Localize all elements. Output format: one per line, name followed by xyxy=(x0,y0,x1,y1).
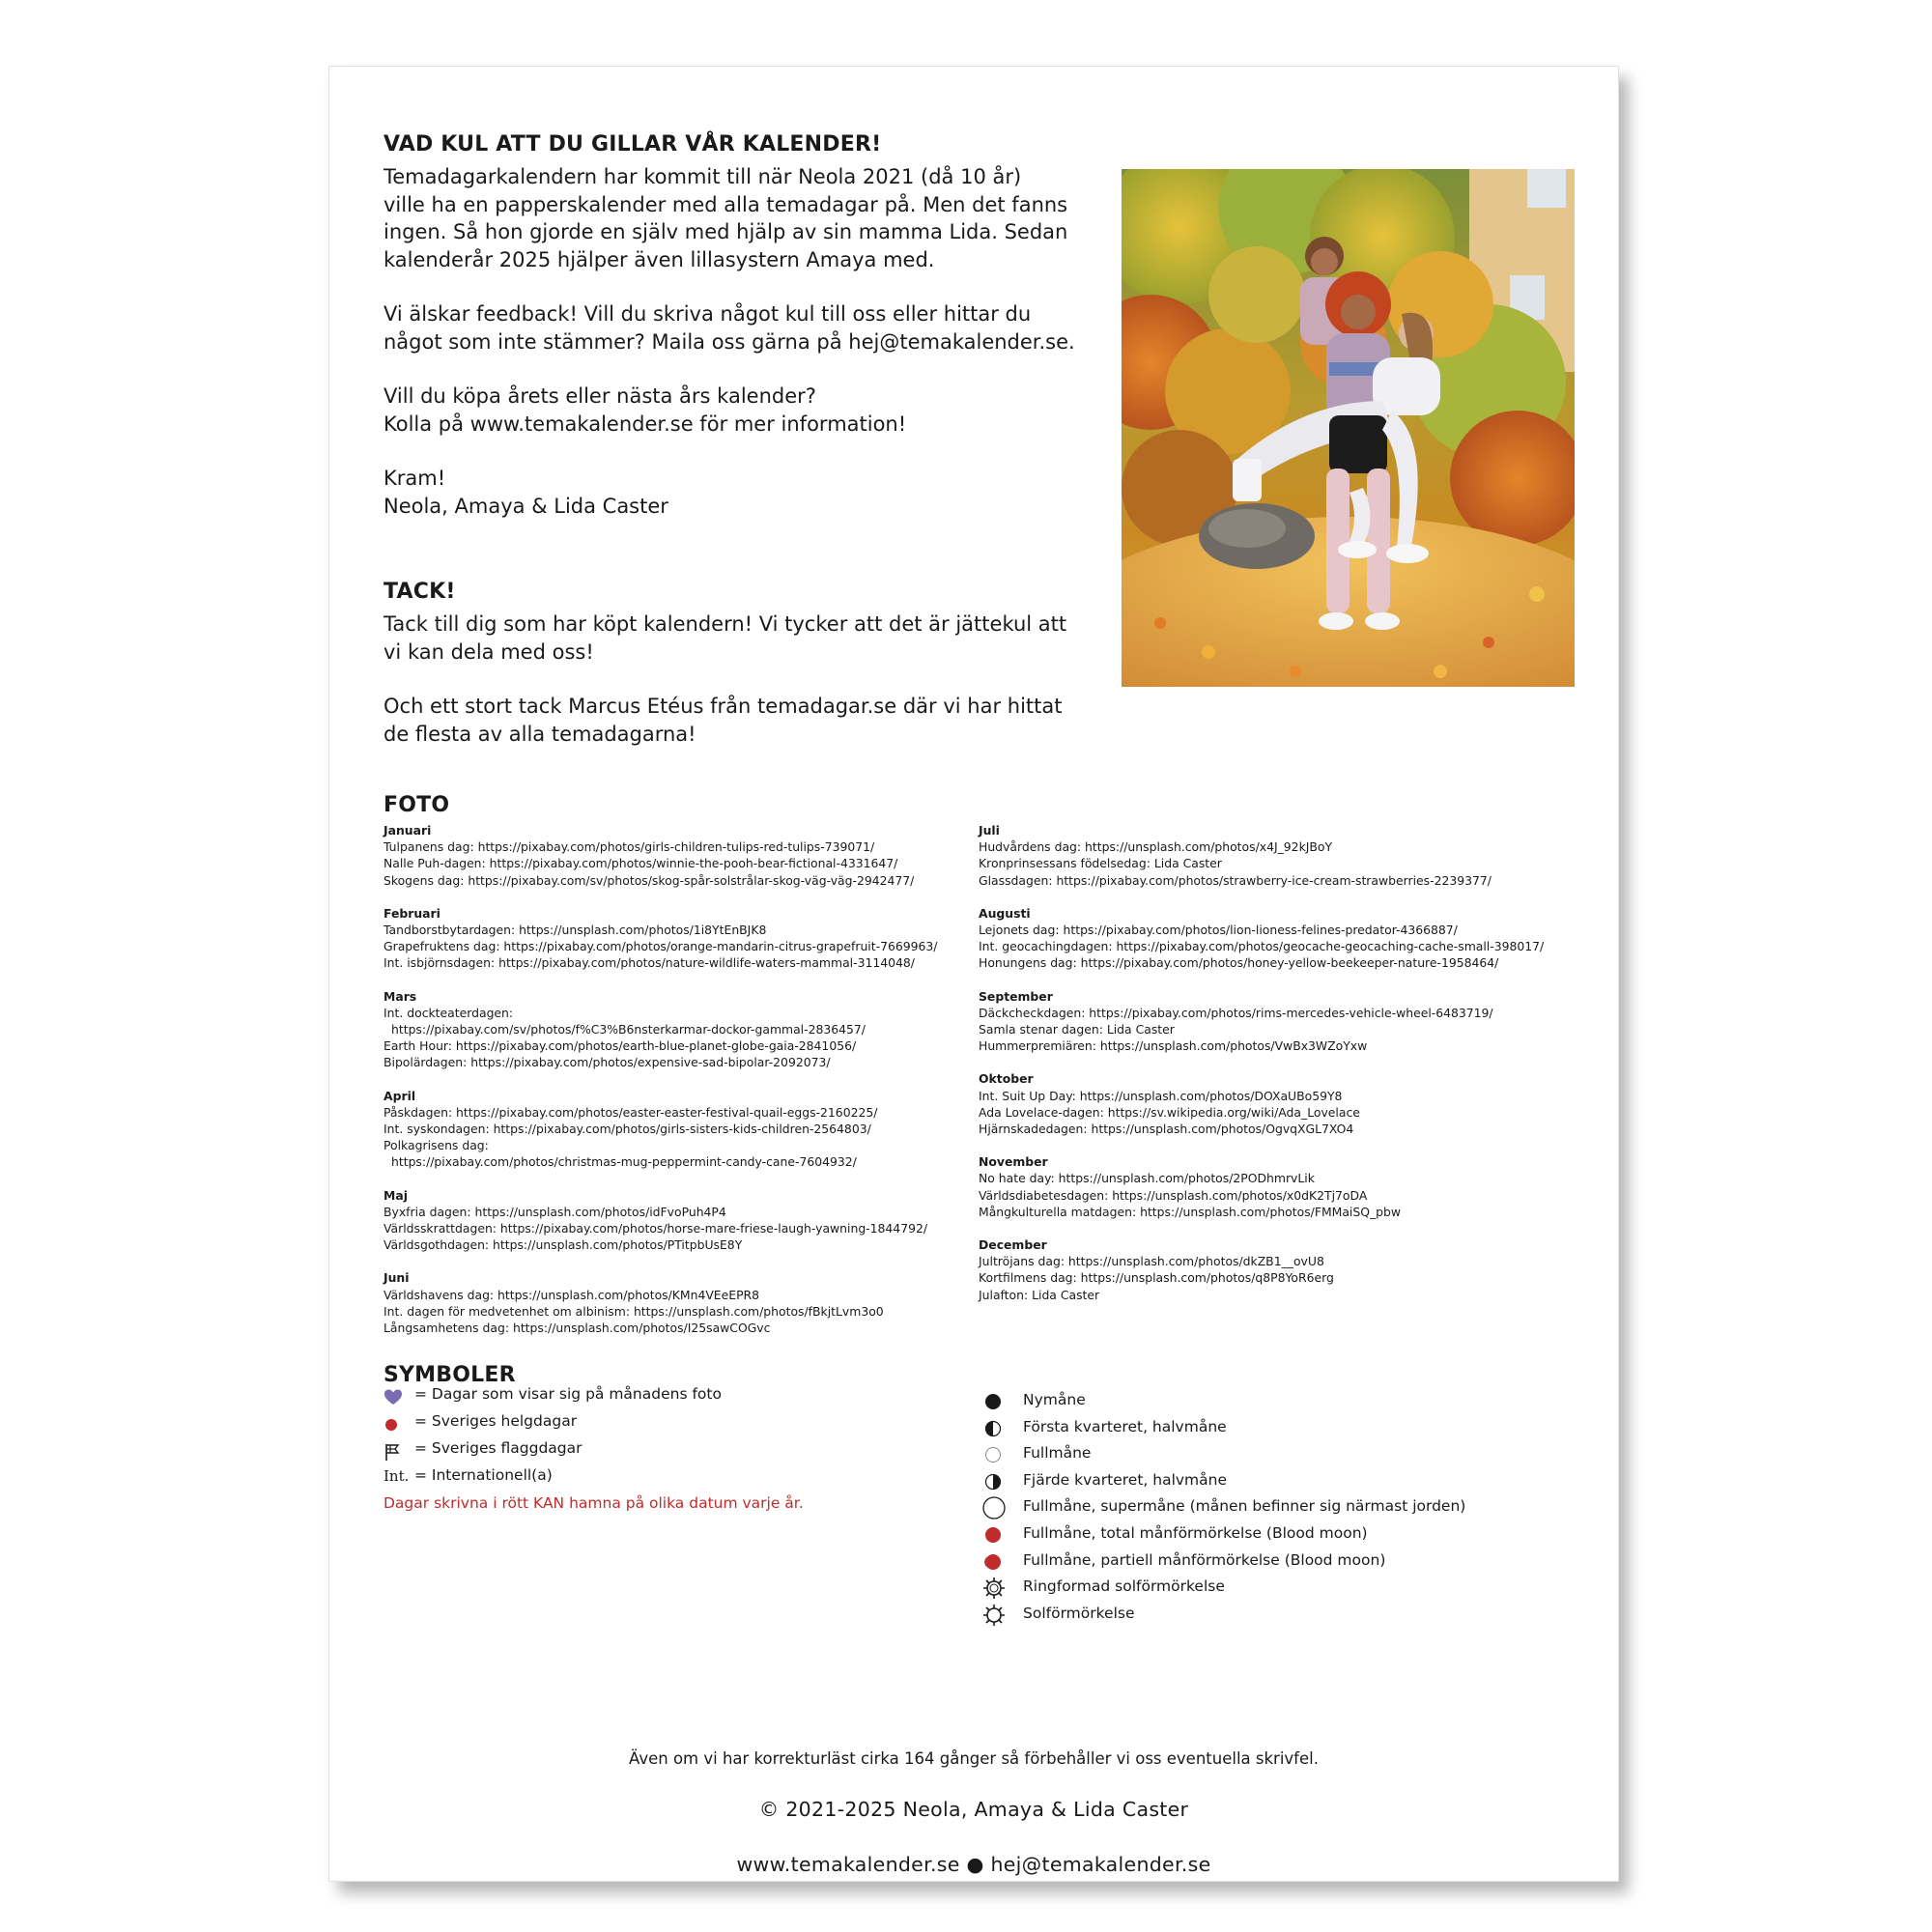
intro-heading: VAD KUL ATT DU GILLAR VÅR KALENDER! xyxy=(384,132,882,156)
credit-line: Mångkulturella matdagen: https://unsplash.com/photos/FMMaiSQ_pbw xyxy=(979,1204,1402,1219)
credit-line: Samla stenar dagen: Lida Caster xyxy=(979,1022,1175,1037)
credit-line: Världsgothdagen: https://unsplash.com/photos/PTitpbUsE8Y xyxy=(384,1237,743,1253)
credit-line: Int. syskondagen: https://pixabay.com/photos/girls-sisters-kids-children-2564803/ xyxy=(384,1122,871,1137)
credit-month-block xyxy=(979,905,1587,972)
credit-month-block xyxy=(384,1088,963,1171)
partial-blood-moon-icon xyxy=(982,1550,1008,1574)
supermoon-icon xyxy=(982,1496,1008,1520)
credit-line: Tulpanens dag: https://pixabay.com/photos/girls-children-tulips-red-tulips-739071/ xyxy=(384,839,875,855)
credit-line: Hjärnskadedagen: https://unsplash.com/photos/OgvqXGL7XO4 xyxy=(979,1122,1354,1137)
credit-line: Hudvårdens dag: https://unsplash.com/photos/x4J_92kJBoY xyxy=(979,839,1333,855)
contact-links[interactable]: www.temakalender.se ● hej@temakalender.se xyxy=(736,1853,1211,1876)
intro-paragraph-2: Vi älskar feedback! Vill du skriva något kul till oss eller hittar du något som inte stämmer? Maila oss gärna på hej@temakalender.se. xyxy=(384,302,1075,354)
credit-month-block xyxy=(384,988,963,1071)
credit-month-name: September xyxy=(979,988,1053,1004)
credit-month-name: November xyxy=(979,1154,1048,1170)
moon-label-last-quarter: Fjärde kvarteret, halvmåne xyxy=(1023,1470,1228,1489)
credit-line: Nalle Puh-dagen: https://pixabay.com/photos/winnie-the-pooh-bear-fictional-4331647/ xyxy=(384,856,898,871)
credit-month-block xyxy=(979,1153,1587,1220)
credit-line: Grapefruktens dag: https://pixabay.com/photos/orange-mandarin-citrus-grapefruit-7669963/ xyxy=(384,939,938,954)
credit-line: Tandborstbytardagen: https://unsplash.com/photos/1i8YtEnBJK8 xyxy=(384,923,767,938)
credit-line: Honungens dag: https://pixabay.com/photos/honey-yellow-beekeeper-nature-1958464/ xyxy=(979,955,1499,971)
thanks-heading: TACK! xyxy=(384,580,456,604)
credit-line: Earth Hour: https://pixabay.com/photos/earth-blue-planet-globe-gaia-2841056/ xyxy=(384,1038,857,1054)
credit-month-name: Februari xyxy=(384,905,440,921)
thanks-paragraph-1: Tack till dig som har köpt kalendern! Vi tycker att det är jättekul att vi kan dela med oss! xyxy=(384,612,1067,664)
moon-label-partial-blood-moon: Fullmåne, partiell månförmörkelse (Blood moon) xyxy=(1023,1550,1386,1569)
credit-line: Hummerpremiären: https://unsplash.com/photos/VwBx3WZoYxw xyxy=(979,1038,1368,1054)
moon-label-supermoon: Fullmåne, supermåne (månen befinner sig närmast jorden) xyxy=(1023,1497,1466,1516)
credit-line: Lejonets dag: https://pixabay.com/photos/lion-lioness-felines-predator-4366887/ xyxy=(979,923,1458,938)
thanks-paragraph-2: Och ett stort tack Marcus Etéus från temadagar.se där vi har hittat de flesta av alla temadagarna! xyxy=(384,695,1063,746)
intro-paragraph-3: Vill du köpa årets eller nästa års kalender? Kolla på www.temakalender.se för mer information! xyxy=(384,384,907,436)
family-photo xyxy=(1122,169,1575,687)
eclipse-label-solar: Solförmörkelse xyxy=(1023,1604,1135,1622)
credit-month-name: Mars xyxy=(384,988,417,1004)
moon-label-blood-moon: Fullmåne, total månförmörkelse (Blood moon) xyxy=(1023,1523,1368,1542)
credit-month-name: April xyxy=(384,1088,416,1103)
proofreading-disclaimer: Även om vi har korrekturläst cirka 164 gånger så förbehåller vi oss eventuella skrivfel. xyxy=(629,1749,1319,1768)
photo-credits-right xyxy=(979,822,1587,1320)
credit-line: Långsamhetens dag: https://unsplash.com/photos/I25sawCOGvc xyxy=(384,1321,771,1336)
eclipse-label-annular: Ringformad solförmörkelse xyxy=(1023,1577,1225,1596)
symbols-heading: SYMBOLER xyxy=(384,1363,516,1387)
symbol-label-flag: = Sveriges flaggdagar xyxy=(414,1439,582,1457)
credit-line: Kortfilmens dag: https://unsplash.com/photos/q8P8YoR6erg xyxy=(979,1270,1334,1286)
blood-moon-icon xyxy=(982,1523,1008,1547)
credit-month-block xyxy=(979,988,1587,1055)
credit-month-name: Juni xyxy=(384,1270,410,1286)
credit-line: Int. dagen för medvetenhet om albinism: https://unsplash.com/photos/fBkjtLvm3o0 xyxy=(384,1303,884,1319)
credit-line: No hate day: https://unsplash.com/photos/2PODhmrvLik xyxy=(979,1171,1315,1186)
first-quarter-icon xyxy=(982,1417,1008,1440)
credit-line: Kronprinsessans födelsedag: Lida Caster xyxy=(979,856,1222,871)
credit-line: Int. geocachingdagen: https://pixabay.com/photos/geocache-geocaching-cache-small-398017/ xyxy=(979,939,1545,954)
red-dot-icon xyxy=(384,1415,403,1435)
int-abbrev: Int. xyxy=(384,1467,410,1485)
calendar-page xyxy=(328,66,1619,1882)
credit-month-block xyxy=(979,1236,1587,1303)
symbol-label-heart: = Dagar som visar sig på månadens foto xyxy=(414,1385,722,1403)
credit-line: Glassdagen: https://pixabay.com/photos/strawberry-ice-cream-strawberries-2239377/ xyxy=(979,872,1492,888)
red-dates-note: Dagar skrivna i rött KAN hamna på olika datum varje år. xyxy=(384,1494,804,1512)
full-moon-icon xyxy=(982,1443,1008,1466)
credit-month-name: Oktober xyxy=(979,1071,1034,1087)
credit-line: Världshavens dag: https://unsplash.com/photos/KMn4VEeEPR8 xyxy=(384,1287,760,1302)
credit-line: Världsskrattdagen: https://pixabay.com/photos/horse-mare-friese-laugh-yawning-1844792/ xyxy=(384,1221,928,1236)
credit-month-block xyxy=(384,1187,963,1254)
intro-paragraph-1: Temadagarkalendern har kommit till när Neola 2021 (då 10 år) ville ha en papperskalender med alla temadagar på. Men det fanns ingen. Så hon gjorde en själv med hjälp av sin mamma Lida. Sedan kalenderår 2025 hjälper även lillasystern Amaya med. xyxy=(384,165,1068,271)
credit-line: Julafton: Lida Caster xyxy=(979,1287,1100,1302)
last-quarter-icon xyxy=(982,1470,1008,1493)
credit-month-name: December xyxy=(979,1237,1047,1253)
intro-signature: Kram! Neola, Amaya & Lida Caster xyxy=(384,467,668,518)
credit-line: Byxfria dagen: https://unsplash.com/photos/idFvoPuh4P4 xyxy=(384,1204,726,1219)
credit-month-block xyxy=(384,1269,963,1336)
credit-month-name: Juli xyxy=(979,823,1000,838)
credit-month-block xyxy=(384,905,963,972)
photo-credits-left xyxy=(384,822,963,1352)
credit-line: https://pixabay.com/sv/photos/f%C3%B6nsterkarmar-dockor-gammal-2836457/ xyxy=(391,1022,866,1037)
heart-icon xyxy=(384,1388,403,1407)
credit-line: Jultröjans dag: https://unsplash.com/photos/dkZB1__ovU8 xyxy=(979,1254,1324,1269)
credit-month-name: Januari xyxy=(384,823,432,838)
credit-line: Bipolärdagen: https://pixabay.com/photos/expensive-sad-bipolar-2092073/ xyxy=(384,1055,831,1070)
copyright: © 2021-2025 Neola, Amaya & Lida Caster xyxy=(758,1798,1189,1821)
credit-line: Skogens dag: https://pixabay.com/sv/photos/skog-spår-solstrålar-skog-väg-väg-2942477/ xyxy=(384,872,915,888)
symbol-label-int: = Internationell(a) xyxy=(414,1466,553,1484)
credit-month-block xyxy=(384,822,963,889)
symbol-label-holiday: = Sveriges helgdagar xyxy=(414,1412,578,1430)
credit-month-name: Maj xyxy=(384,1187,408,1203)
new-moon-icon xyxy=(982,1390,1008,1413)
credit-line: Int. isbjörnsdagen: https://pixabay.com/photos/nature-wildlife-waters-mammal-3114048/ xyxy=(384,955,915,971)
credit-line: Ada Lovelace-dagen: https://sv.wikipedia.org/wiki/Ada_Lovelace xyxy=(979,1104,1360,1120)
credit-month-block xyxy=(979,1070,1587,1137)
flag-icon xyxy=(384,1442,403,1462)
credit-line: Påskdagen: https://pixabay.com/photos/easter-easter-festival-quail-eggs-2160225/ xyxy=(384,1104,878,1120)
credit-line: Däckcheckdagen: https://pixabay.com/photos/rims-mercedes-vehicle-wheel-6483719/ xyxy=(979,1005,1493,1020)
credit-line: Int. Suit Up Day: https://unsplash.com/photos/DOXaUBo59Y8 xyxy=(979,1088,1343,1103)
moon-label-first-quarter: Första kvarteret, halvmåne xyxy=(1023,1417,1227,1435)
credit-line: Int. dockteaterdagen: xyxy=(384,1005,514,1020)
moon-label-full: Fullmåne xyxy=(1023,1444,1092,1463)
credit-line: Världsdiabetesdagen: https://unsplash.com/photos/x0dK2Tj7oDA xyxy=(979,1187,1368,1203)
annular-eclipse-icon xyxy=(982,1577,1008,1600)
credit-line: https://pixabay.com/photos/christmas-mug-peppermint-candy-cane-7604932/ xyxy=(391,1154,857,1170)
foto-heading: FOTO xyxy=(384,793,450,817)
credit-line: Polkagrisens dag: xyxy=(384,1138,489,1153)
credit-month-name: Augusti xyxy=(979,905,1031,921)
solar-eclipse-icon xyxy=(982,1604,1008,1627)
credit-month-block xyxy=(979,822,1587,889)
moon-label-new: Nymåne xyxy=(1023,1391,1086,1408)
